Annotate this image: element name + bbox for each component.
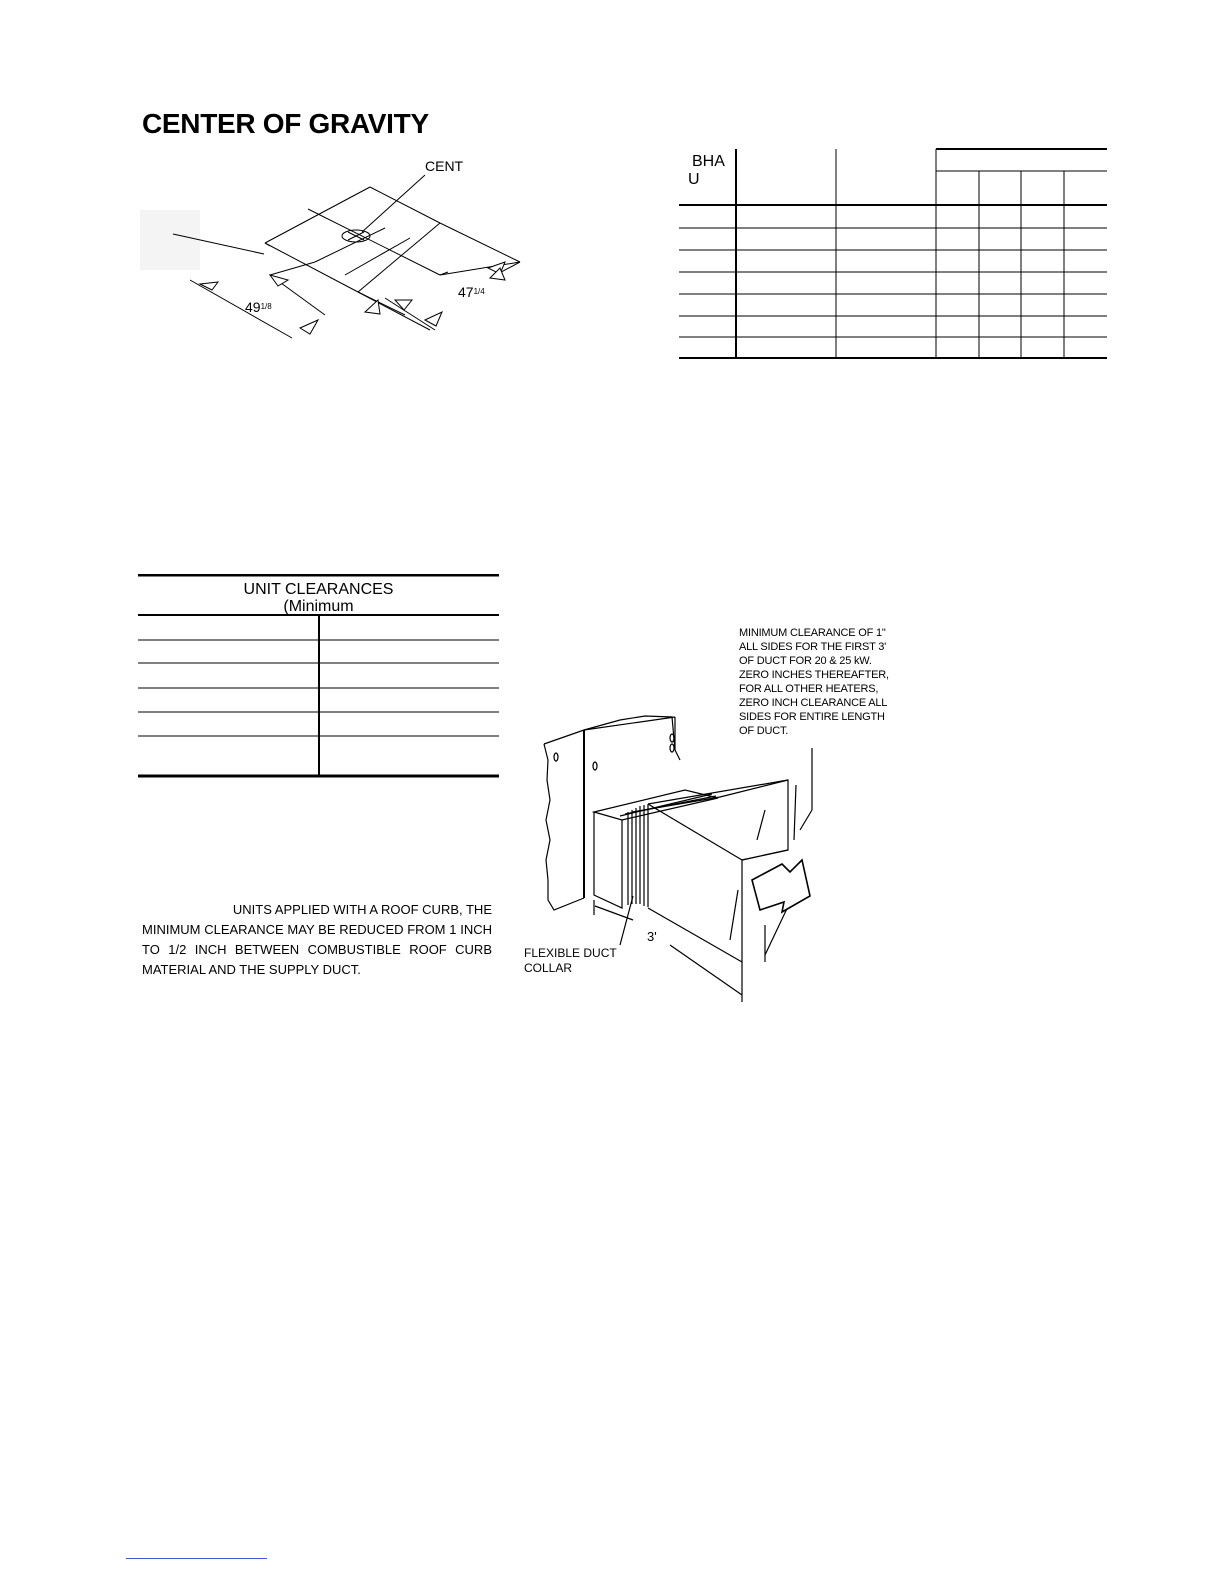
caption-line-4: ZERO INCHES THEREAFTER, <box>739 669 889 681</box>
weights-table-header-line2: U <box>688 171 700 188</box>
caption-line-2: ALL SIDES FOR THE FIRST 3' <box>739 641 887 653</box>
caption-line-8: OF DUCT. <box>739 725 789 737</box>
duct-clearance-caption <box>739 626 919 738</box>
dimension-width-whole: 49 <box>245 299 261 315</box>
footer-link-underline[interactable] <box>126 1558 267 1559</box>
center-of-gravity-diagram <box>140 150 540 360</box>
weights-table <box>679 148 1107 360</box>
caption-line-6: ZERO INCH CLEARANCE ALL <box>739 697 888 709</box>
duct-length-label: 3' <box>647 929 657 944</box>
caption-line-3: OF DUCT FOR 20 & 25 kW. <box>739 655 872 667</box>
page-title: CENTER OF GRAVITY <box>142 108 429 139</box>
dimension-depth-fraction: 1/4 <box>473 287 485 296</box>
roof-curb-note-line1: UNITS APPLIED WITH A ROOF CURB, THE <box>232 902 492 917</box>
dimension-width <box>245 299 272 315</box>
center-label: CENT <box>425 158 464 174</box>
weights-table-header-line1: BHA <box>692 153 725 170</box>
collar-label-line1: FLEXIBLE DUCT <box>524 946 617 960</box>
caption-line-7: SIDES FOR ENTIRE LENGTH <box>739 711 885 723</box>
dimension-depth <box>458 284 485 300</box>
dimension-width-fraction: 1/8 <box>260 302 272 311</box>
caption-line-5: FOR ALL OTHER HEATERS, <box>739 683 879 695</box>
unit-clearances-title <box>138 581 499 615</box>
roof-curb-note <box>142 900 492 980</box>
caption-line-1: MINIMUM CLEARANCE OF 1" <box>739 627 886 639</box>
flexible-duct-collar-label <box>524 946 617 976</box>
unit-clearances-title-line1: UNIT CLEARANCES <box>243 581 394 598</box>
dimension-depth-whole: 47 <box>458 284 474 300</box>
weights-table-header <box>688 153 725 189</box>
roof-curb-note-body: MINIMUM CLEARANCE MAY BE REDUCED FROM 1 INCH TO 1/2 INCH BETWEEN COMBUSTIBLE ROOF CURB MATERIAL AND THE SUPPLY DUCT. <box>142 922 492 977</box>
collar-label-line2: COLLAR <box>524 961 573 975</box>
unit-clearances-title-line2: (Minimum <box>283 598 354 615</box>
